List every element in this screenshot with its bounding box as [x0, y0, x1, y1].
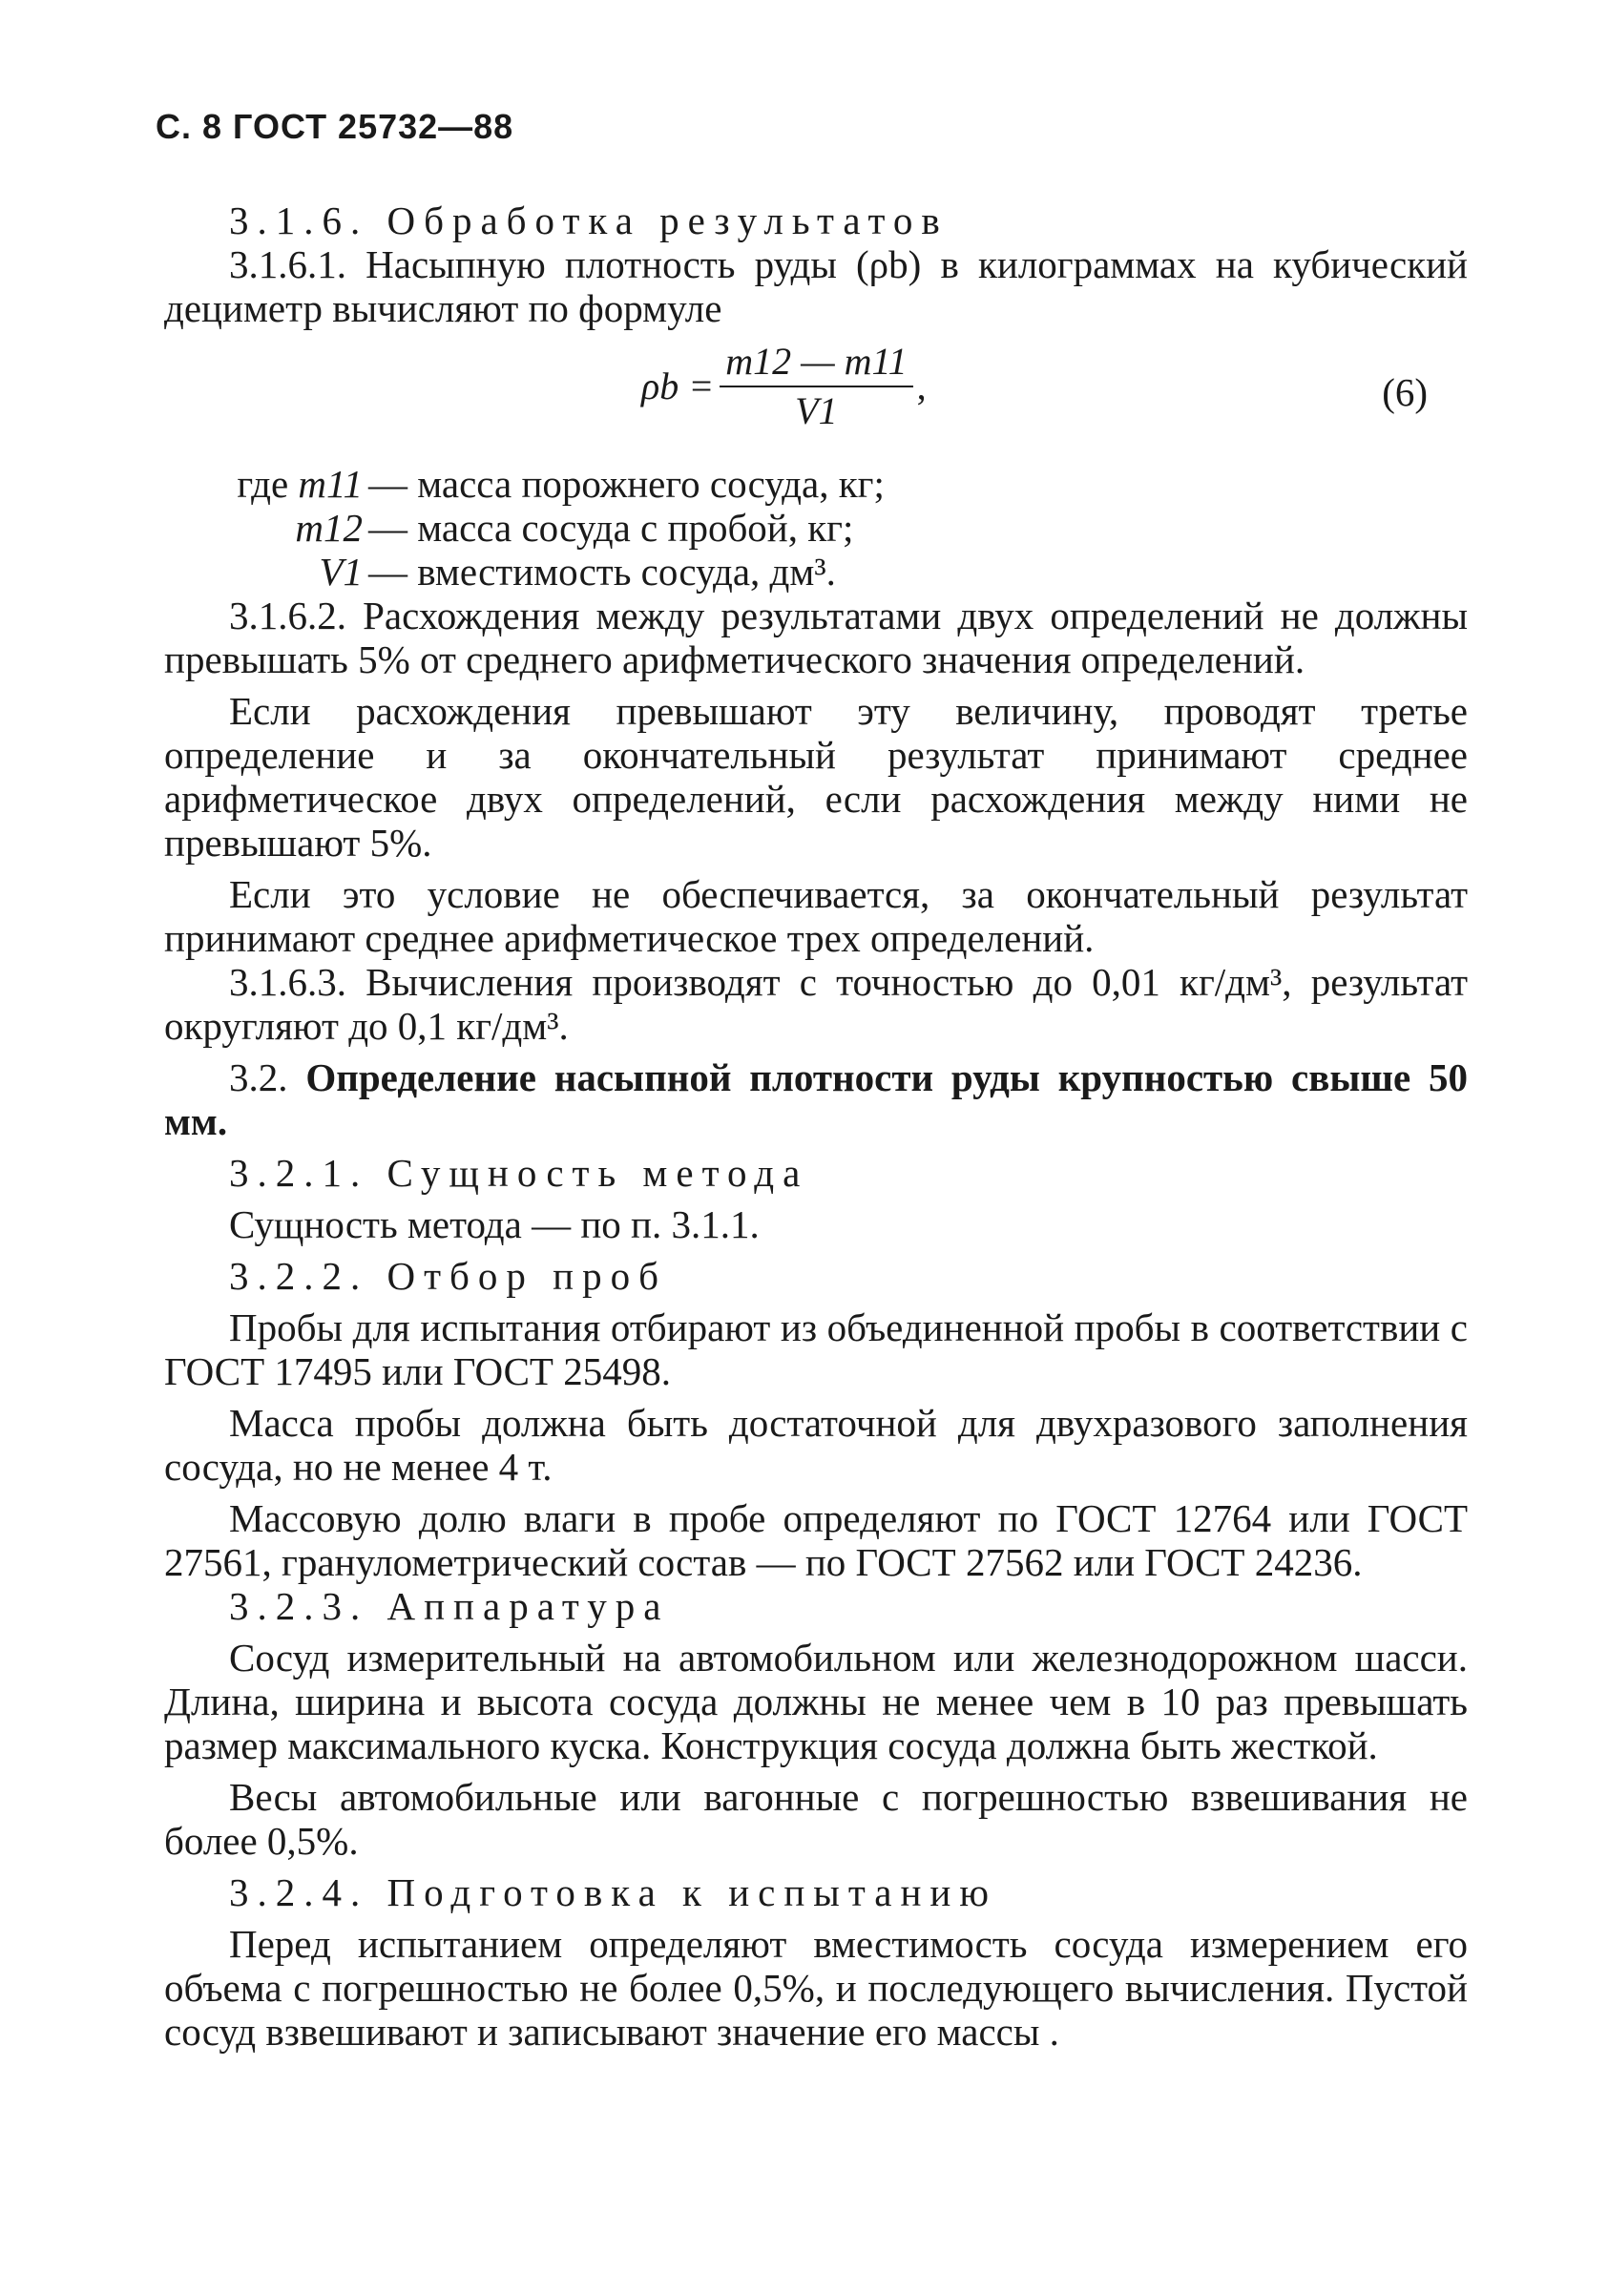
- paragraph-3-2-2-c: Массовую долю влаги в пробе определяют по ГОСТ 12764 или ГОСТ 27561, гранулометрический состав — по ГОСТ 27562 или ГОСТ 24236.: [164, 1496, 1468, 1584]
- legend-text: — масса сосуда с пробой, кг;: [368, 506, 854, 550]
- legend-text: — вместимость сосуда, дм³.: [368, 550, 836, 594]
- paragraph-3-1-6-2: 3.1.6.2. Расхождения между результатами двух определений не должны превышать 5% от среднего арифметического значения определений.: [164, 594, 1468, 681]
- section-title-3-2: [164, 1055, 1468, 1143]
- formula-comma: ,: [916, 365, 927, 407]
- section-title-3-2-3: 3.2.3. Аппаратура: [229, 1584, 670, 1628]
- legend-sym: m11: [298, 462, 363, 506]
- formula-number: (6): [1382, 370, 1428, 414]
- legend-row: [164, 506, 1468, 550]
- paragraph-3-1-6-3: 3.1.6.3. Вычисления производят с точностью до 0,01 кг/дм³, результат округляют до 0,1 кг/дм³.: [164, 960, 1468, 1048]
- legend-prefix: где: [237, 462, 289, 506]
- formula-denominator: V1: [795, 389, 838, 432]
- section-title-3-1-6: 3.1.6. Обработка результатов: [229, 198, 949, 242]
- formula-expression: [641, 340, 927, 433]
- legend-symbol: [164, 462, 368, 506]
- legend-symbol: V1: [319, 550, 363, 594]
- section-number-3-2: 3.2.: [229, 1055, 288, 1099]
- formula-6: [164, 336, 1468, 458]
- legend-row: [164, 462, 1468, 506]
- paragraph-3-1-6-1: 3.1.6.1. Насыпную плотность руды (ρb) в килограммах на кубический дециметр вычисляют по формуле: [164, 242, 1468, 330]
- paragraph-3-2-2-b: Масса пробы должна быть достаточной для двухразового заполнения сосуда, но не менее 4 т.: [164, 1401, 1468, 1489]
- formula-lhs: ρb =: [641, 365, 715, 407]
- paragraph-3-2-4: Перед испытанием определяют вместимость сосуда измерением его объема с погрешностью не более 0,5%, и последующего вычисления. Пустой сосуд взвешивают и записывают значение его массы .: [164, 1922, 1468, 2054]
- legend-symbol: m12: [295, 506, 363, 550]
- document-body: [164, 198, 1468, 2054]
- legend-text: — масса порожнего сосуда, кг;: [368, 462, 885, 506]
- paragraph-3-2-2-a: Пробы для испытания отбирают из объединенной пробы в соответствии с ГОСТ 17495 или ГОСТ 25498.: [164, 1305, 1468, 1393]
- section-title-3-2-2: 3.2.2. Отбор проб: [229, 1254, 667, 1298]
- paragraph-3-2-3-b: Весы автомобильные или вагонные с погрешностью взвешивания не более 0,5%.: [164, 1775, 1468, 1863]
- section-heading-3-2: Определение насыпной плотности руды крупностью свыше 50 мм.: [164, 1055, 1469, 1143]
- section-title-3-2-4: 3.2.4. Подготовка к испытанию: [229, 1870, 997, 1914]
- formula-numerator: m12 — m11: [720, 340, 912, 387]
- legend-row: [164, 550, 1468, 594]
- paragraph-3-2-3-a: Сосуд измерительный на автомобильном или железнодорожном шасси. Длина, ширина и высота сосуда должны не менее чем в 10 раз превышать размер максимального куска. Конструкция сосуда должна быть жесткой.: [164, 1636, 1468, 1767]
- page-header: С. 8 ГОСТ 25732—88: [156, 107, 514, 146]
- paragraph-if-exceed: Если расхождения превышают эту величину, проводят третье определение и за окончательный результат принимают среднее арифметическое двух определений, если расхождения между ними не превышают 5%.: [164, 689, 1468, 865]
- formula-fraction: [720, 340, 912, 433]
- paragraph-if-not: Если это условие не обеспечивается, за окончательный результат принимают среднее арифметическое трех определений.: [164, 872, 1468, 960]
- variable-legend: [164, 462, 1468, 594]
- paragraph-3-2-1: Сущность метода — по п. 3.1.1.: [229, 1202, 760, 1246]
- section-title-3-2-1: 3.2.1. Сущность метода: [229, 1151, 809, 1195]
